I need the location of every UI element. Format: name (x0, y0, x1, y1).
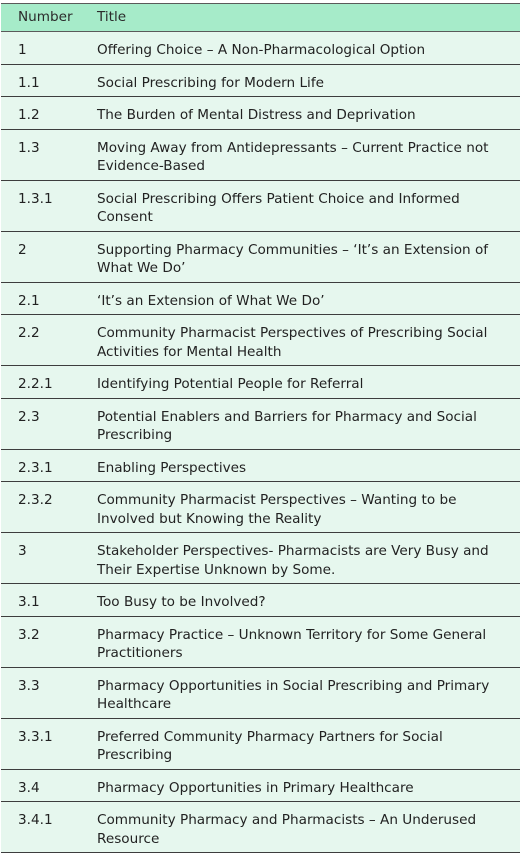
table-row (1, 584, 520, 617)
table-row (1, 449, 520, 482)
table-row (1, 616, 520, 667)
row-number: 2.3 (1, 398, 81, 449)
table-body (1, 32, 520, 853)
row-number: 1.2 (1, 97, 81, 130)
table-header (1, 4, 520, 32)
table-row (1, 533, 520, 584)
row-title: Pharmacy Practice – Unknown Territory for Some General Practitioners (81, 616, 520, 667)
table-row (1, 482, 520, 533)
row-title: Too Busy to be Involved? (81, 584, 520, 617)
row-title: Social Prescribing for Modern Life (81, 64, 520, 97)
row-number: 3.4.1 (1, 802, 81, 853)
row-number: 2.3.1 (1, 449, 81, 482)
table-row (1, 315, 520, 366)
themes-table-grid (1, 3, 520, 853)
row-title: Community Pharmacist Perspectives of Prescribing Social Activities for Mental Health (81, 315, 520, 366)
table-row (1, 129, 520, 180)
row-number: 3.1 (1, 584, 81, 617)
header-row (1, 4, 520, 32)
row-title: Stakeholder Perspectives- Pharmacists are Very Busy and Their Expertise Unknown by Some. (81, 533, 520, 584)
row-number: 2.3.2 (1, 482, 81, 533)
row-title: Potential Enablers and Barriers for Pharmacy and Social Prescribing (81, 398, 520, 449)
header-title: Title (81, 4, 520, 32)
row-number: 2.1 (1, 282, 81, 315)
row-number: 1.3.1 (1, 180, 81, 231)
row-number: 1.3 (1, 129, 81, 180)
table-row (1, 64, 520, 97)
row-title: Community Pharmacist Perspectives – Wanting to be Involved but Knowing the Reality (81, 482, 520, 533)
table-row (1, 180, 520, 231)
row-number: 3.2 (1, 616, 81, 667)
row-title: Supporting Pharmacy Communities – ‘It’s an Extension of What We Do’ (81, 231, 520, 282)
row-number: 3.3.1 (1, 718, 81, 769)
row-number: 2 (1, 231, 81, 282)
row-number: 3 (1, 533, 81, 584)
row-title: Enabling Perspectives (81, 449, 520, 482)
table-row (1, 718, 520, 769)
row-number: 1 (1, 32, 81, 65)
table-row (1, 32, 520, 65)
row-title: The Burden of Mental Distress and Deprivation (81, 97, 520, 130)
row-title: Offering Choice – A Non-Pharmacological Option (81, 32, 520, 65)
row-number: 3.3 (1, 667, 81, 718)
row-number: 1.1 (1, 64, 81, 97)
row-title: Pharmacy Opportunities in Social Prescribing and Primary Healthcare (81, 667, 520, 718)
row-number: 2.2 (1, 315, 81, 366)
row-title: Pharmacy Opportunities in Primary Healthcare (81, 769, 520, 802)
row-title: Moving Away from Antidepressants – Current Practice not Evidence-Based (81, 129, 520, 180)
table-row (1, 667, 520, 718)
table-row (1, 398, 520, 449)
themes-table (1, 3, 520, 853)
table-row (1, 366, 520, 399)
table-row (1, 282, 520, 315)
table-row (1, 97, 520, 130)
header-number: Number (1, 4, 81, 32)
row-number: 2.2.1 (1, 366, 81, 399)
row-title: Identifying Potential People for Referral (81, 366, 520, 399)
row-title: ‘It’s an Extension of What We Do’ (81, 282, 520, 315)
row-title: Community Pharmacy and Pharmacists – An Underused Resource (81, 802, 520, 853)
table-row (1, 802, 520, 853)
row-title: Preferred Community Pharmacy Partners for Social Prescribing (81, 718, 520, 769)
table-row (1, 231, 520, 282)
row-title: Social Prescribing Offers Patient Choice and Informed Consent (81, 180, 520, 231)
row-number: 3.4 (1, 769, 81, 802)
table-row (1, 769, 520, 802)
